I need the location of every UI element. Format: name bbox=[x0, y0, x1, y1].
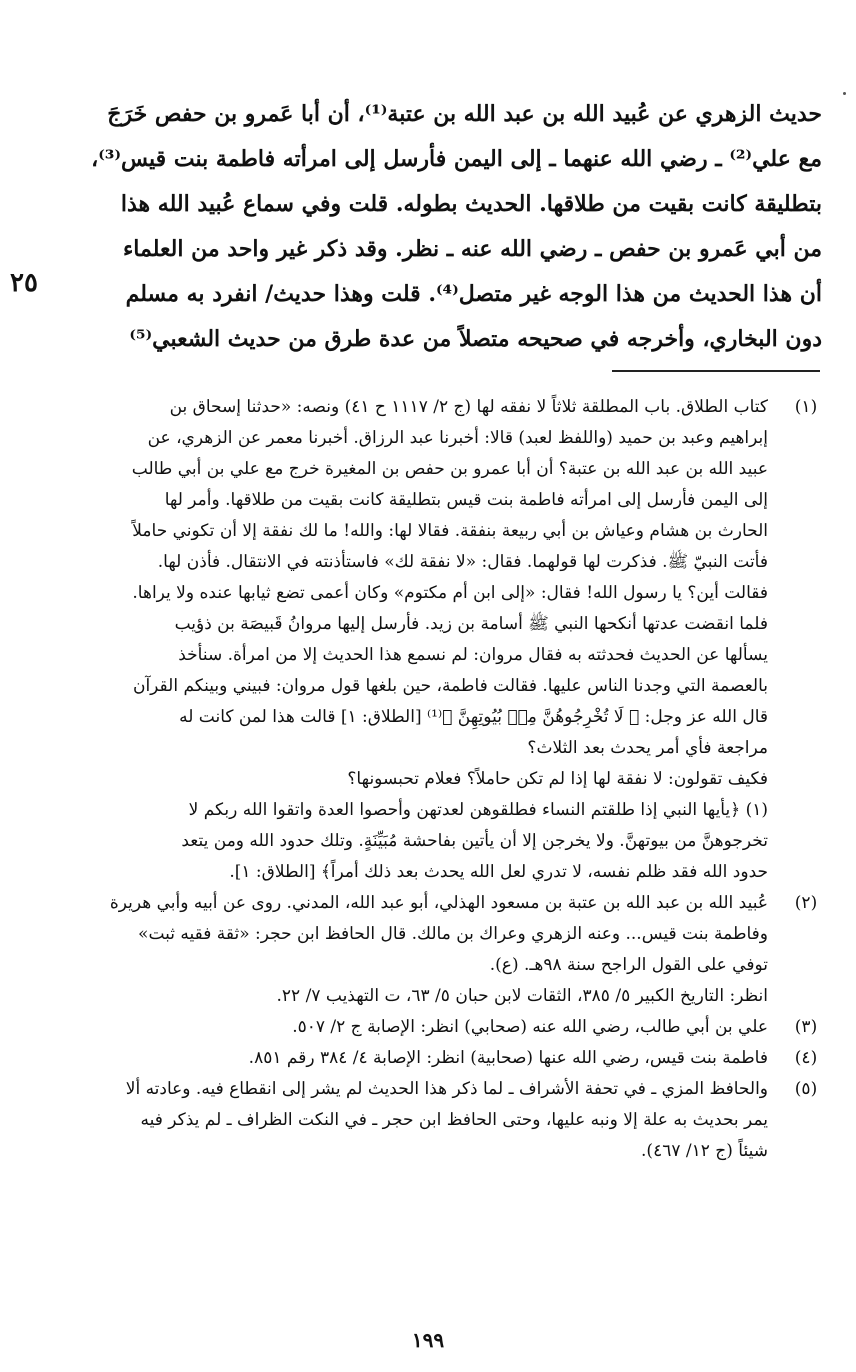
footnote-line: شيئاً (ج ١٢/ ٤٦٧). bbox=[641, 1141, 768, 1161]
footnote-number: (٢) bbox=[794, 893, 818, 913]
footnote-line: مراجعة فأي أمر يحدث بعد الثلاث؟ bbox=[527, 738, 768, 758]
footnote-body bbox=[30, 888, 768, 1012]
footnote-number: (٣) bbox=[794, 1017, 818, 1037]
footnote-line: توفي على القول الراجح سنة ٩٨هـ. (ع). bbox=[489, 955, 768, 975]
footnote-line: فكيف تقولون: لا نفقة لها إذا لم تكن حاملاً؟ فعلام تحبسونها؟ bbox=[347, 769, 768, 789]
footnote-line: يمر بحديث به علة إلا ونبه عليها، وحتى الحافظ ابن حجر ـ في النكت الظراف ـ لم يذكر فيه bbox=[140, 1110, 768, 1130]
footnote-line: فقالت أين؟ يا رسول الله! فقال: «إلى ابن أم مكتوم» وكان أعمى تضع ثيابها عنده ولا يراها. bbox=[132, 583, 768, 603]
main-text-block bbox=[62, 92, 822, 362]
footnotes-section bbox=[30, 392, 826, 1167]
footnote-references: انظر: التاريخ الكبير ٥/ ٣٨٥، الثقات لابن حبان ٥/ ٦٣، ت التهذيب ٧/ ٢٢. bbox=[276, 986, 768, 1006]
main-text-line: حديث الزهري عن عُبيد الله بن عبد الله بن عتبة⁽¹⁾، أن أبا عَمرو بن حفص خَرَجَ bbox=[107, 101, 822, 127]
footnote-line: وفاطمة بنت قيس... وعنه الزهري وعراك بن مالك. قال الحافظ ابن حجر: «ثقة فقيه ثبت» bbox=[138, 924, 768, 944]
main-text-line: دون البخاري، وأخرجه في صحيحه متصلاً من عدة طرق من حديث الشعبي⁽⁵⁾ bbox=[129, 326, 822, 352]
footnote-line: والحافظ المزي ـ في تحفة الأشراف ـ لما ذكر هذا الحديث لم يشر إلى انقطاع فيه. وعادته ألا bbox=[125, 1079, 768, 1099]
footnote-divider bbox=[612, 370, 820, 372]
footnote-line: إبراهيم وعبد بن حميد (واللفظ لعبد) قالا: أخبرنا عبد الرزاق. أخبرنا معمر عن الزهري، عن bbox=[147, 428, 768, 448]
footnote-line: عُبيد الله بن عبد الله بن عتبة بن مسعود الهذلي، أبو عبد الله، المدني. روى عن أبيه وأبي هريرة bbox=[109, 893, 768, 913]
footnote-1 bbox=[30, 392, 826, 888]
footnote-line: (١) ﴿يأيها النبي إذا طلقتم النساء فطلقوهن لعدتهن وأحصوا العدة واتقوا الله ربكم لا bbox=[188, 800, 768, 820]
footnote-3 bbox=[30, 1012, 826, 1043]
footnote-line: إلى اليمن فأرسل إلى امرأته فاطمة بنت قيس بتطليقة كانت بقيت من طلاقها. وأمر لها bbox=[164, 490, 768, 510]
footnote-line: فأتت النبيّ ﷺ. فذكرت لها قولهما. فقال: «لا نفقة لك» فاستأذنته في الانتقال. فأذن لها. bbox=[157, 552, 768, 572]
footnote-body bbox=[30, 1074, 768, 1167]
footnote-line: كتاب الطلاق. باب المطلقة ثلاثاً لا نفقه لها (ج ٢/ ١١١٧ ح ٤١) ونصه: «حدثنا إسحاق بن bbox=[169, 397, 768, 417]
footnote-4 bbox=[30, 1043, 826, 1074]
scan-speck bbox=[843, 92, 846, 95]
main-text-line: من أبي عَمرو بن حفص ـ رضي الله عنه ـ نظر. وقد ذكر غير واحد من العلماء bbox=[122, 236, 822, 262]
footnote-number: (٥) bbox=[794, 1079, 818, 1099]
footnote-line: يسألها عن الحديث فحدثته به فقال مروان: لم نسمع هذا الحديث إلا من امرأة. سنأخذ bbox=[178, 645, 768, 665]
footnote-2 bbox=[30, 888, 826, 1012]
footnote-body bbox=[30, 1012, 768, 1043]
footnote-line: بالعصمة التي وجدنا الناس عليها. فقالت فاطمة، حين بلغها قول مروان: فبيني وبينكم القرآن bbox=[132, 676, 768, 696]
footnote-line: فاطمة بنت قيس، رضي الله عنها (صحابية) انظر: الإصابة ٤/ ٣٨٤ رقم ٨٥١. bbox=[248, 1048, 768, 1068]
footnote-number: (٤) bbox=[794, 1048, 818, 1068]
footnote-body bbox=[30, 392, 768, 888]
main-text-line: بتطليقة كانت بقيت من طلاقها. الحديث بطوله. قلت وفي سماع عُبيد الله هذا bbox=[120, 191, 822, 217]
footnote-line: فلما انقضت عدتها أنكحها النبي ﷺ أسامة بن زيد. فأرسل إليها مروانُ قَبيصَة بن ذؤيب bbox=[174, 614, 768, 634]
footnote-5 bbox=[30, 1074, 826, 1167]
footnote-line: حدود الله فقد ظلم نفسه، لا تدري لعل الله يحدث بعد ذلك أمراً﴾ [الطلاق: ١]. bbox=[229, 862, 768, 882]
footnote-line: الحارث بن هشام وعياش بن أبي ربيعة بنفقة. فقالا لها: والله! ما لك نفقة إلا أن تكوني حاملاً bbox=[132, 521, 768, 541]
footnote-line: عبيد الله بن عبد الله بن عتبة؟ أن أبا عمرو بن حفص بن المغيرة خرج مع علي بن أبي طالب bbox=[131, 459, 768, 479]
page-number: ١٩٩ bbox=[411, 1328, 445, 1352]
footnote-line: علي بن أبي طالب، رضي الله عنه (صحابي) انظر: الإصابة ج ٢/ ٥٠٧. bbox=[292, 1017, 768, 1037]
main-text-line: أن هذا الحديث من هذا الوجه غير متصل⁽⁴⁾. قلت وهذا حديث/ انفرد به مسلم bbox=[125, 281, 822, 307]
footnote-body bbox=[30, 1043, 768, 1074]
main-text-line: مع علي⁽²⁾ ـ رضي الله عنهما ـ إلى اليمن فأرسل إلى امرأته فاطمة بنت قيس⁽³⁾، bbox=[91, 146, 822, 172]
footnote-line: تخرجوهنَّ من بيوتهنَّ. ولا يخرجن إلا أن يأتين بفاحشة مُبَيِّنَةٍ. وتلك حدود الله ومن يتعد bbox=[181, 831, 768, 851]
margin-folio-number: ٢٥ bbox=[10, 268, 38, 298]
footnote-line: قال الله عز وجل: ﴿ لَا تُخْرِجُوهُنَّ مِنۢ بُيُوتِهِنَّ ﴾⁽¹⁾ [الطلاق: ١] قالت هذا لمن كانت له bbox=[179, 707, 768, 727]
footnote-number: (١) bbox=[794, 397, 818, 417]
